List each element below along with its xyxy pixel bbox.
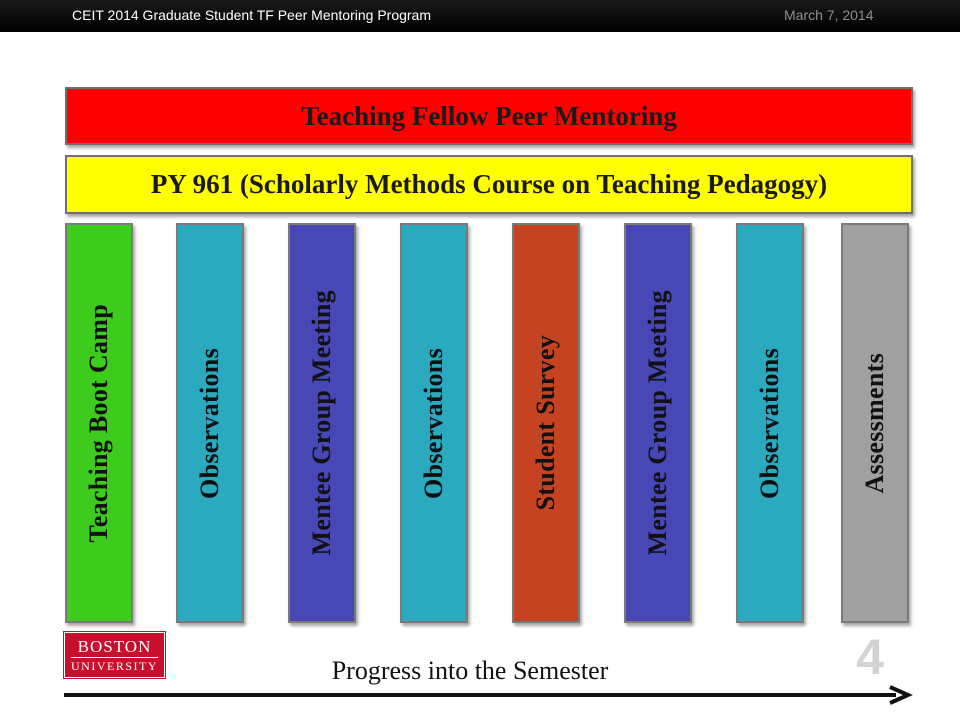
column-label: Observations — [419, 347, 448, 499]
boston-university-logo — [64, 632, 165, 678]
column-mentee-group-meeting-1 — [288, 223, 356, 623]
column-teaching-boot-camp — [65, 223, 133, 623]
column-observations-1 — [176, 223, 244, 623]
column-mentee-group-meeting-2 — [624, 223, 692, 623]
column-label: Mentee Group Meeting — [643, 290, 672, 556]
column-label: Assessments — [860, 352, 889, 494]
column-label: Observations — [755, 347, 784, 499]
slide-number: 4 — [856, 629, 884, 685]
progress-arrow — [64, 684, 914, 706]
column-observations-2 — [400, 223, 468, 623]
column-label: Observations — [195, 347, 224, 499]
header-bar — [0, 0, 960, 32]
progress-label: Progress into the Semester — [331, 656, 609, 685]
presentation-date: March 7, 2014 — [784, 7, 874, 23]
conference-title: CEIT 2014 Graduate Student TF Peer Mentoring Program — [72, 7, 432, 23]
column-student-survey — [512, 223, 580, 623]
column-label: Mentee Group Meeting — [307, 290, 336, 556]
banner-py961-course: PY 961 (Scholarly Methods Course on Teaching Pedagogy) — [65, 155, 913, 214]
column-assessments — [841, 223, 909, 623]
banner-teaching-fellow-peer-mentoring: Teaching Fellow Peer Mentoring — [65, 87, 913, 145]
column-label: Teaching Boot Camp — [84, 303, 113, 543]
logo-line-2: UNIVERSITY — [71, 659, 158, 673]
logo-line-1: BOSTON — [77, 637, 152, 656]
logo-divider — [71, 657, 158, 658]
column-observations-3 — [736, 223, 804, 623]
column-label: Student Survey — [531, 335, 560, 511]
